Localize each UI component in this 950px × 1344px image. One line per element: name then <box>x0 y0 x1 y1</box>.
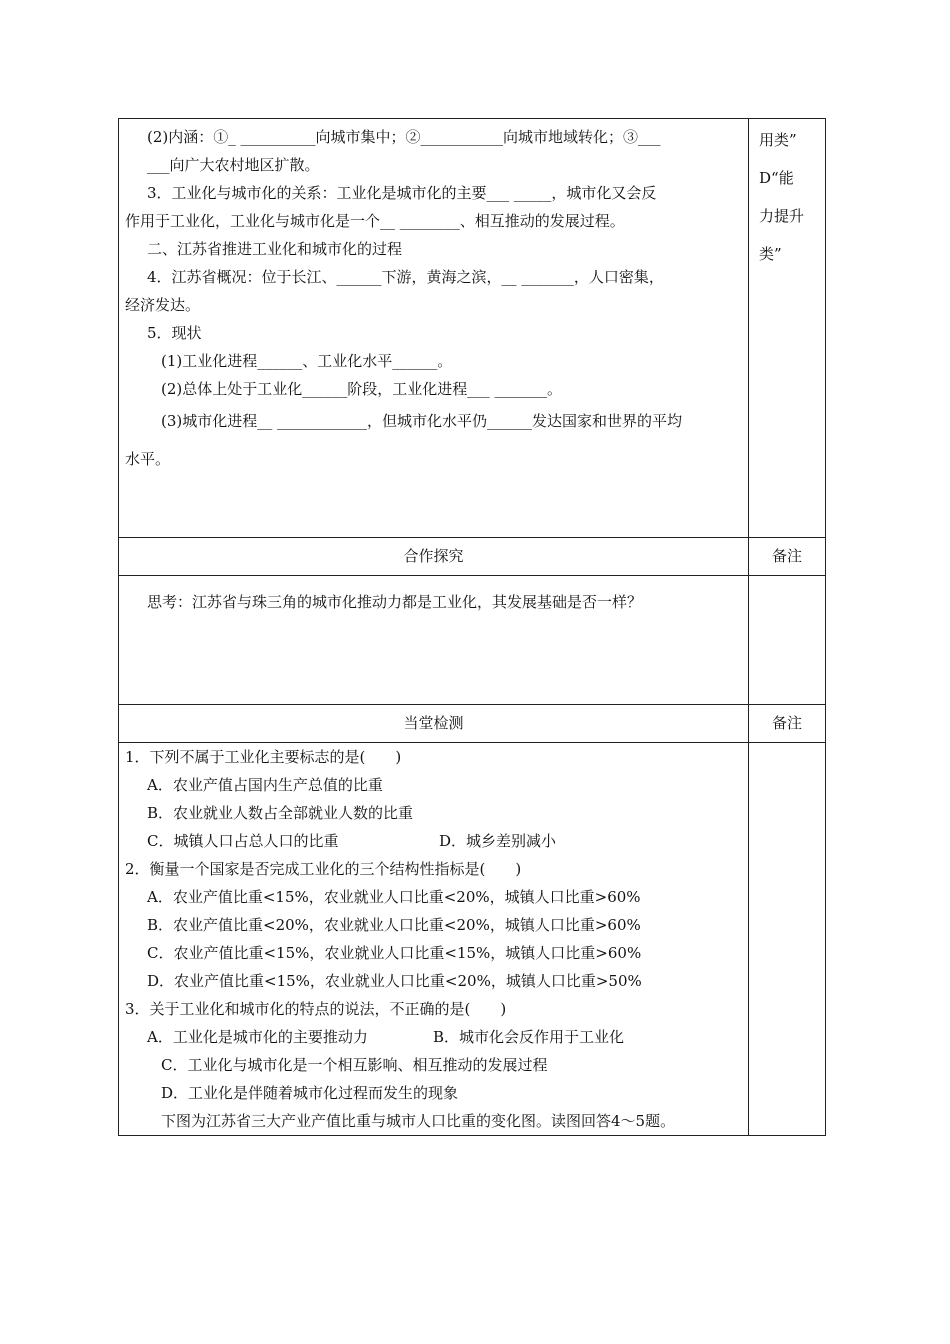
coop-header-row <box>119 538 826 576</box>
option: A．工业化是城市化的主要推动力 <box>147 1028 368 1046</box>
coop-note-label: 备注 <box>749 538 826 576</box>
text-line: (3)城市化进程__ ____________，但城市化水平仍______发达国家和世界的平均 <box>161 412 683 430</box>
option: D．农业产值比重<15%，农业就业人口比重<20%，城镇人口比重>50% <box>147 972 642 990</box>
worksheet <box>118 118 824 1136</box>
coop-question: 思考：江苏省与珠三角的城市化推动力都是工业化，其发展基础是否一样？ <box>147 593 643 611</box>
option: A．农业产值比重<15%，农业就业人口比重<20%，城镇人口比重>60% <box>147 888 641 906</box>
coop-note-cell <box>749 576 826 705</box>
option: B．城市化会反作用于工业化 <box>433 1028 625 1046</box>
figure-intro: 下图为江苏省三大产业产值比重与城市人口比重的变化图。读图回答4～5题。 <box>161 1112 676 1130</box>
option: D．工业化是伴随着城市化过程而发生的现象 <box>161 1084 459 1102</box>
text-line: 水平。 <box>125 450 171 468</box>
test-header-row <box>119 705 826 743</box>
test-note-label: 备注 <box>749 705 826 743</box>
coop-title: 合作探究 <box>119 538 749 576</box>
coop-content-row <box>119 576 826 705</box>
section-heading: 二、江苏省推进工业化和城市化的过程 <box>147 240 403 258</box>
side-note-line: 力提升 <box>759 207 805 225</box>
question-stem: 3．关于工业化和城市化的特点的说法，不正确的是( ) <box>125 1000 507 1018</box>
knowledge-cell <box>119 119 749 538</box>
question-stem: 1．下列不属于工业化主要标志的是( ) <box>125 748 402 766</box>
option: A．农业产值占国内生产总值的比重 <box>147 776 383 794</box>
side-note-line: D“能 <box>759 169 794 187</box>
test-content-cell <box>119 743 749 1136</box>
text-line: 4．江苏省概况：位于长江、______下游，黄海之滨，__ _______，人口密集， <box>147 268 664 286</box>
text-line: 5．现状 <box>147 324 202 342</box>
test-note-cell <box>749 743 826 1136</box>
test-title: 当堂检测 <box>119 705 749 743</box>
text-line: (2)内涵：①_ __________向城市集中；②___________向城市地域转化；③___ <box>147 128 661 146</box>
side-note-cell <box>749 119 826 538</box>
worksheet-table <box>118 118 826 1136</box>
text-line: (1)工业化进程______、工业化水平______。 <box>161 352 453 370</box>
text-line: ___向广大农村地区扩散。 <box>147 156 320 174</box>
coop-content-cell <box>119 576 749 705</box>
option: B．农业产值比重<20%，农业就业人口比重<20%，城镇人口比重>60% <box>147 916 641 934</box>
option: C．工业化与城市化是一个相互影响、相互推动的发展过程 <box>161 1056 548 1074</box>
question-stem: 2．衡量一个国家是否完成工业化的三个结构性指标是( ) <box>125 860 522 878</box>
option: B．农业就业人数占全部就业人数的比重 <box>147 804 414 822</box>
text-line: (2)总体上处于工业化______阶段，工业化进程___ _______。 <box>161 380 563 398</box>
text-line: 经济发达。 <box>125 296 201 314</box>
option: C．城镇人口占总人口的比重 <box>147 832 339 850</box>
option: D．城乡差别减小 <box>439 832 557 850</box>
option-row <box>119 1023 748 1051</box>
test-content-row <box>119 743 826 1136</box>
side-note-line: 类” <box>759 245 782 263</box>
text-line: 作用于工业化，工业化与城市化是一个__ ________、相互推动的发展过程。 <box>125 212 625 230</box>
knowledge-row <box>119 119 826 538</box>
option: C．农业产值比重<15%，农业就业人口比重<15%，城镇人口比重>60% <box>147 944 642 962</box>
text-line: 3．工业化与城市化的关系：工业化是城市化的主要___ _____，城市化又会反 <box>147 184 657 202</box>
option-row <box>119 827 748 855</box>
side-note-line: 用类” <box>759 131 797 149</box>
